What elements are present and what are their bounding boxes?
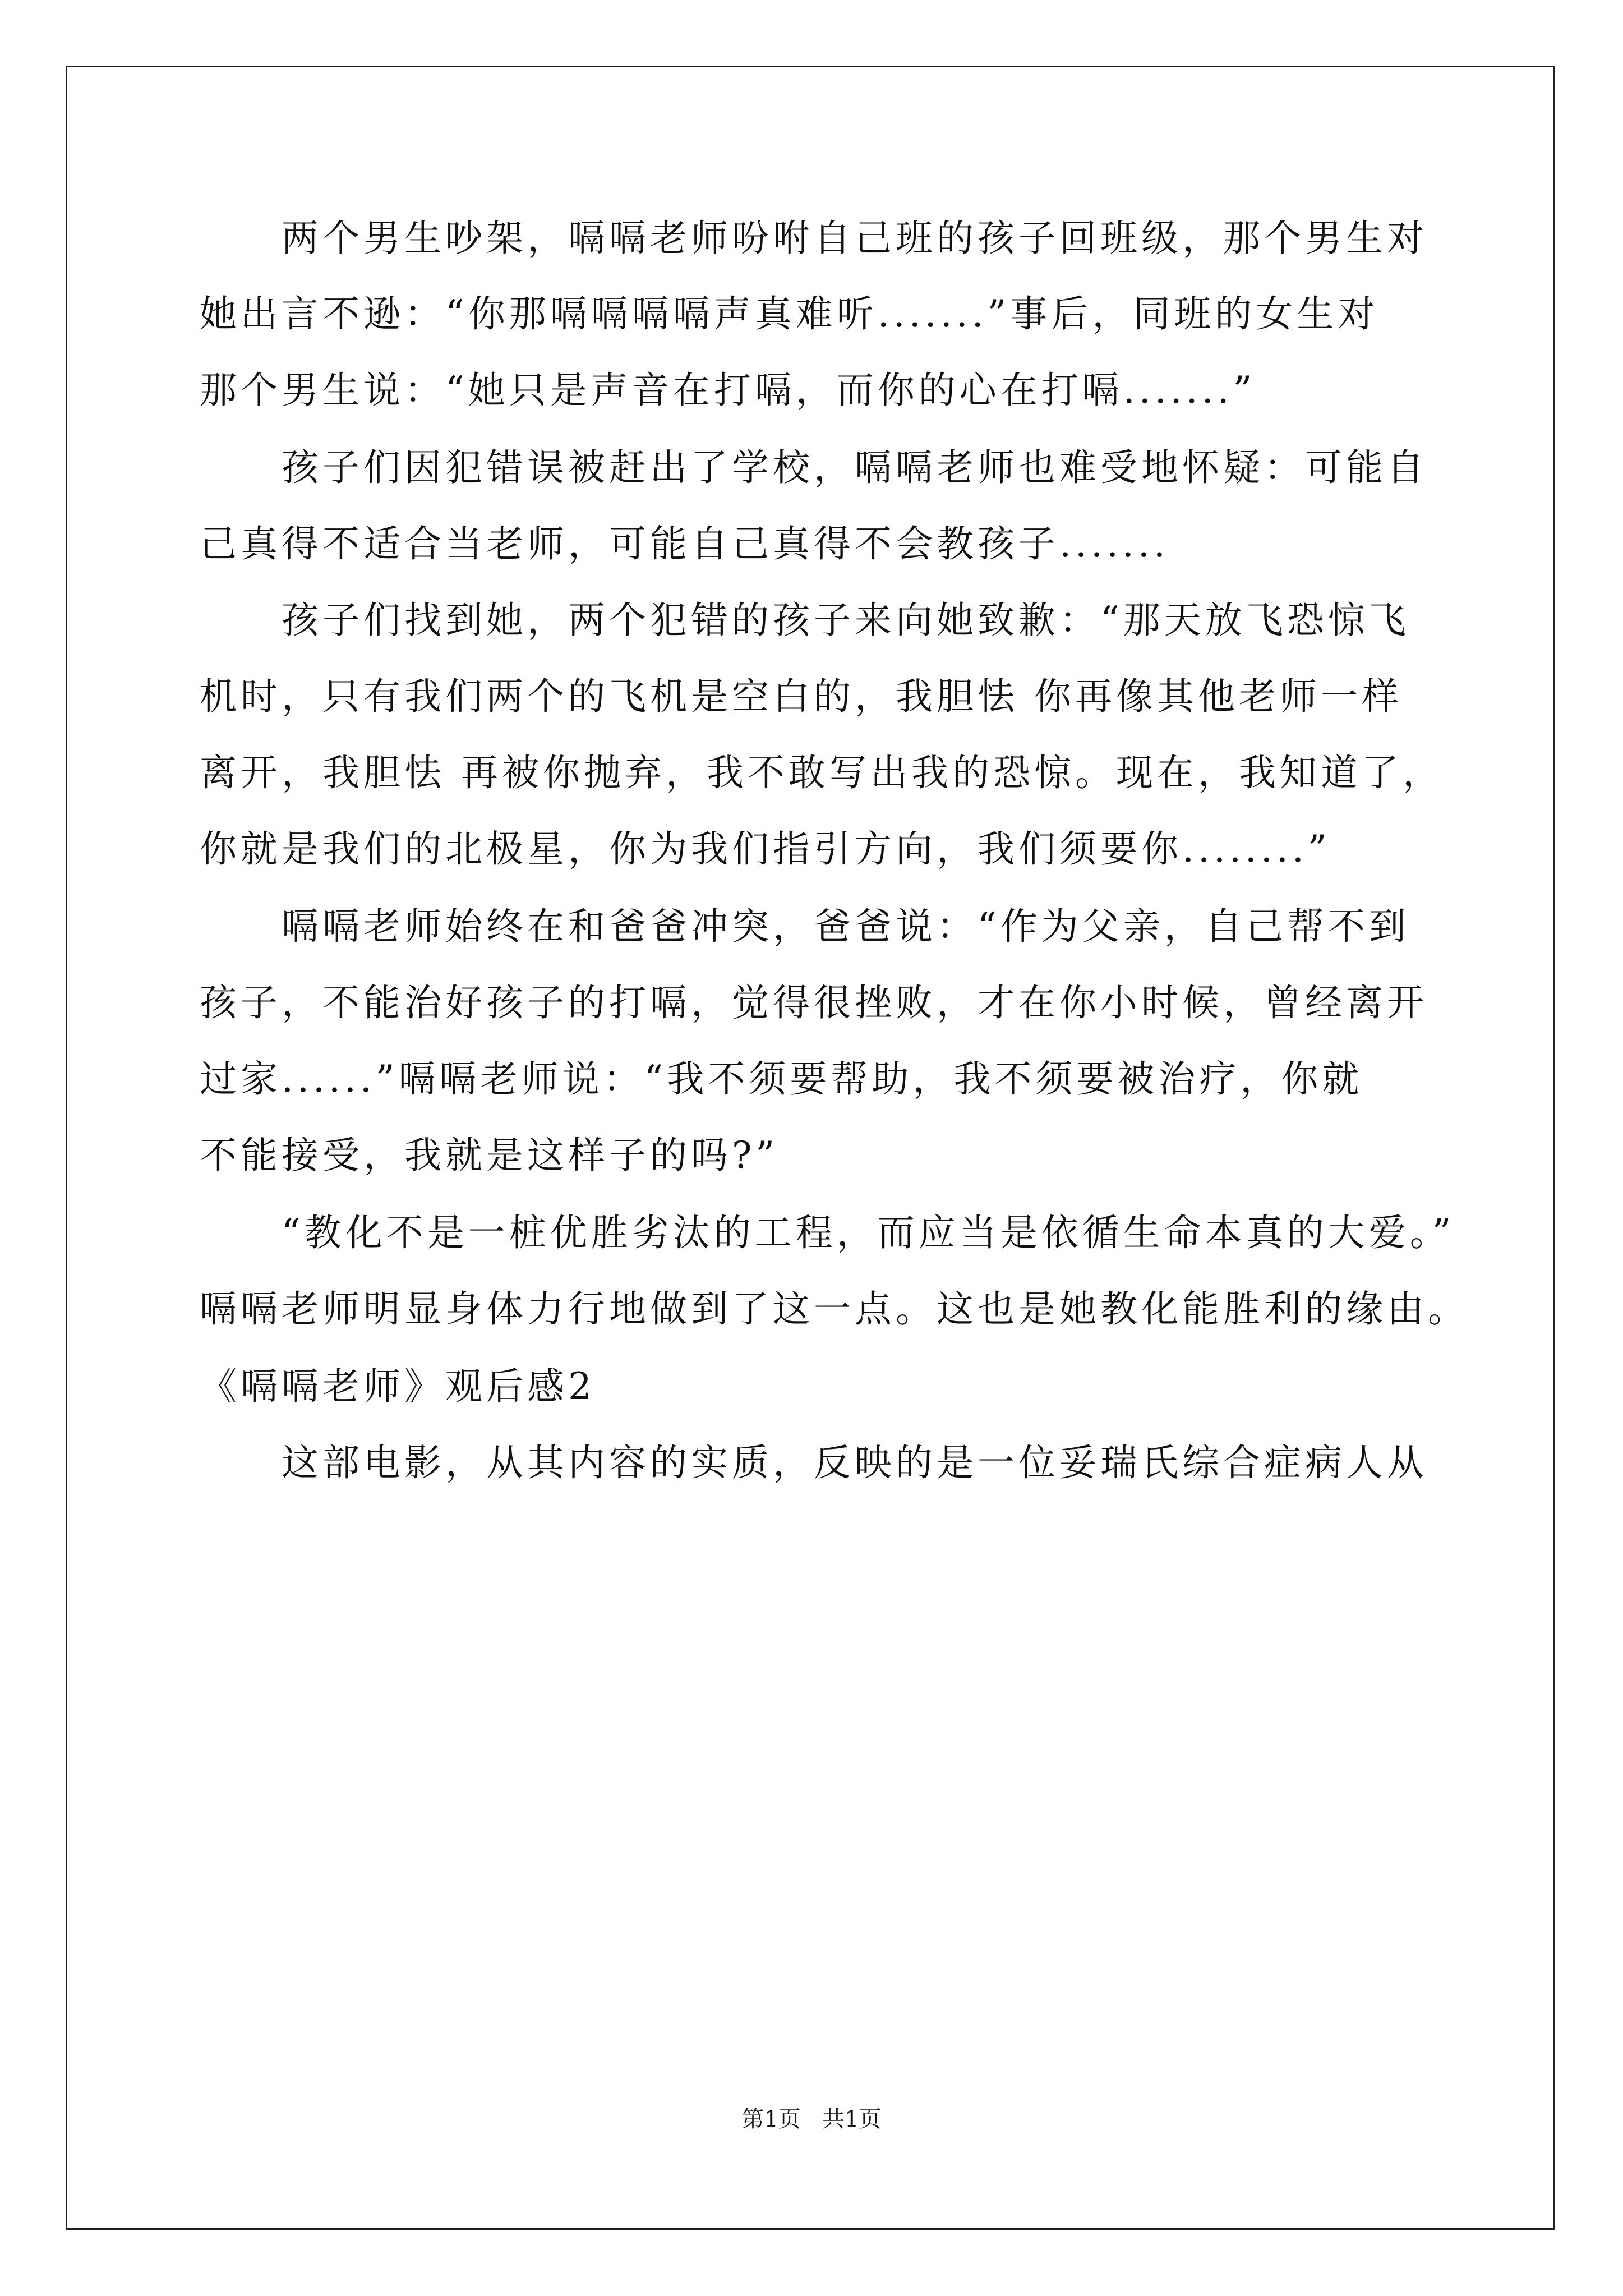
text-line: 孩子，不能治好孩子的打嗝，觉得很挫败，才在你小时候，曾经离开	[200, 981, 1428, 1024]
text-line: 过家......”嗝嗝老师说：“我不须要帮助，我不须要被治疗，你就	[200, 1057, 1363, 1101]
text-line: 孩子们找到她，两个犯错的孩子来向她致歉：“那天放飞恐惊飞	[282, 599, 1410, 642]
text-line: 离开，我胆怯 再被你抛弃，我不敢写出我的恐惊。现在，我知道了，	[200, 751, 1444, 794]
section-heading: 《嗝嗝老师》观后感2	[200, 1365, 596, 1408]
text-line: 嗝嗝老师始终在和爸爸冲突，爸爸说：“作为父亲，自己帮不到	[282, 905, 1410, 948]
text-line: 机时，只有我们两个的飞机是空白的，我胆怯 你再像其他老师一样	[200, 675, 1403, 718]
text-line: 这部电影，从其内容的实质，反映的是一位妥瑞氏综合症病人从	[282, 1441, 1428, 1484]
text-line: 不能接受，我就是这样子的吗?”	[200, 1134, 779, 1177]
text-line: 己真得不适合当老师，可能自己真得不会教孩子.......	[200, 522, 1169, 565]
text-line: 她出言不逊：“你那嗝嗝嗝嗝声真难听.......”事后，同班的女生对	[200, 292, 1379, 335]
text-line: 孩子们因犯错误被赶出了学校，嗝嗝老师也难受地怀疑：可能自	[282, 446, 1428, 489]
text-line: 嗝嗝老师明显身体力行地做到了这一点。这也是她教化能胜利的缘由。	[200, 1287, 1469, 1331]
text-line: 那个男生说：“她只是声音在打嗝，而你的心在打嗝.......”	[200, 369, 1256, 412]
text-line: 两个男生吵架，嗝嗝老师吩咐自己班的孩子回班级，那个男生对	[282, 217, 1428, 260]
text-line: “教化不是一桩优胜劣汰的工程，而应当是依循生命本真的大爱。”	[282, 1211, 1455, 1254]
page-number-footer: 第1页 共1页	[741, 2106, 882, 2132]
text-line: 你就是我们的北极星，你为我们指引方向，我们须要你........”	[200, 827, 1331, 871]
